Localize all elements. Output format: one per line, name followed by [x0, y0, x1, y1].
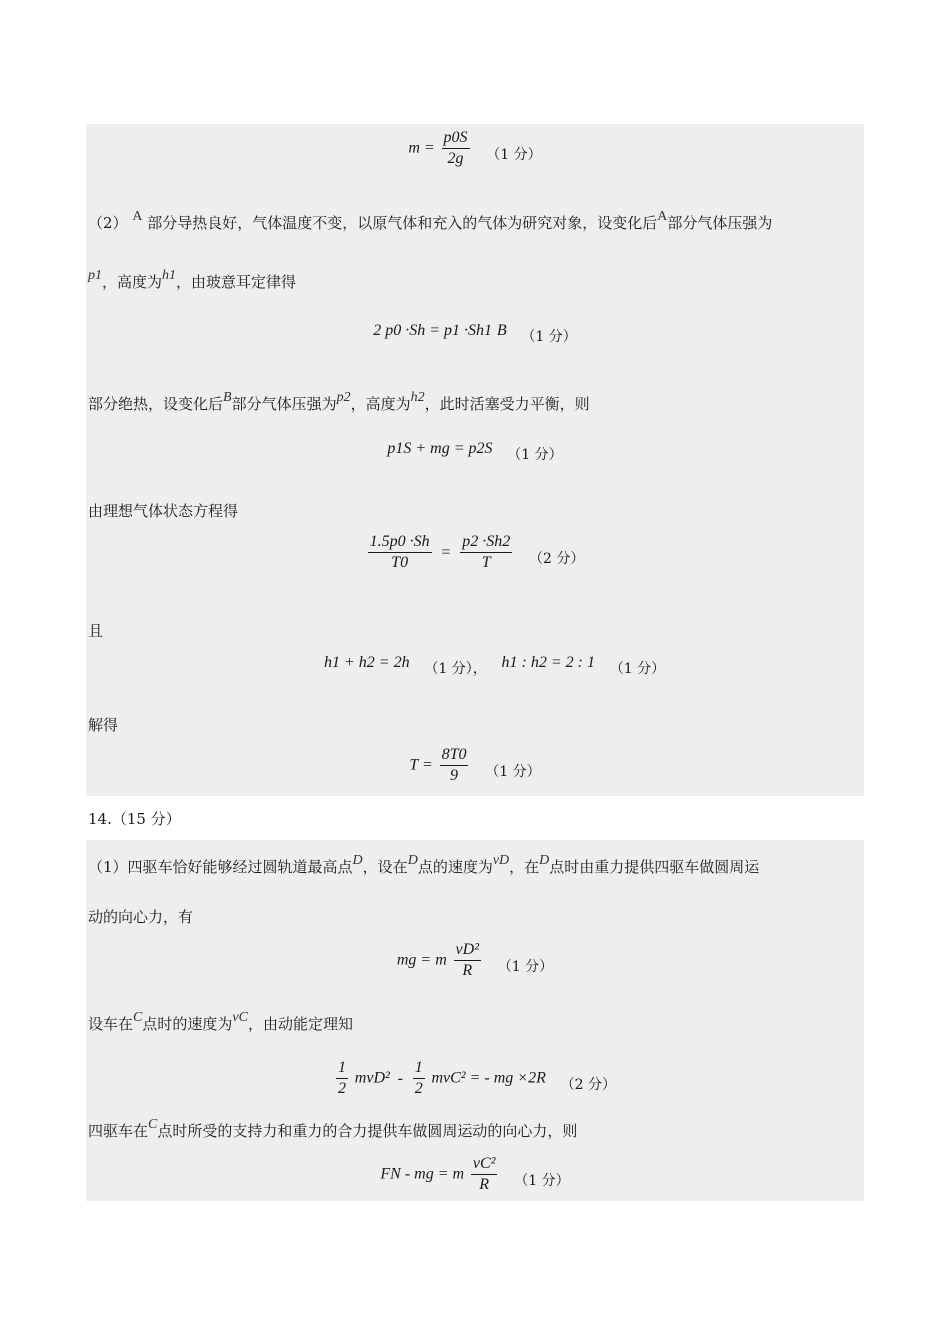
- equation-heights: h1 + h2 = 2h （1 分）， h1 : h2 = 2 : 1 （1 分）: [324, 654, 666, 677]
- equation-kinetic-energy: $\frac{1}{2}$ mvD² - $\frac{1}{2}$ mvC² = - mg ×2R （2 分）: [338, 1059, 616, 1097]
- equation-mass: m = $\frac{p0S}{2g}$ （1 分）: [408, 129, 542, 167]
- question-heading-14: 14.（15 分）: [88, 810, 181, 828]
- equation-gravity-centripetal: mg = m $\frac{\text{vD²}}{R}$ （1 分）: [396, 941, 554, 979]
- equation-ideal-gas: $\frac{1.5p0 \cdot Sh}{T0}$ = $\frac{p2 \cdot Sh2}{T}$ （2 分）: [369, 533, 585, 571]
- equation-temperature: T = $\frac{8T0}{9}$ （1 分）: [409, 746, 541, 784]
- equation-boyle: 2 p0 ·Sh = p1 ·Sh1 B （1 分）: [373, 322, 577, 345]
- paragraph-part-b: 部分绝热，设变化后B部分气体压强为p2，高度为h2，此时活塞受力平衡，则: [88, 390, 590, 413]
- paragraph-part2: （2） A 部分导热良好，气体温度不变，以原气体和充入的气体为研究对象，设变化后A部分气体压强为: [88, 209, 773, 232]
- equation-balance: p1S + mg = p2S （1 分）: [387, 440, 563, 463]
- paragraph-q14-1: （1）四驱车恰好能够经过圆轨道最高点D，设在D点的速度为vD，在D点时由重力提供四驱车做圆周运: [88, 853, 760, 876]
- paragraph-solve: 解得: [88, 716, 119, 734]
- paragraph-q14-2: 设车在C点时的速度为vC，由动能定理知: [88, 1010, 353, 1033]
- paragraph-q14-1-cont: 动的向心力，有: [88, 908, 194, 926]
- paragraph-and: 且: [88, 622, 104, 640]
- paragraph-q14-3: 四驱车在C点时所受的支持力和重力的合力提供车做圆周运动的向心力，则: [88, 1117, 578, 1140]
- equation-normal-force: FN - mg = m $\frac{\text{vC²}}{R}$ （1 分）: [380, 1155, 570, 1193]
- paragraph-ideal-gas: 由理想气体状态方程得: [88, 502, 239, 520]
- paragraph-part2-cont: p1，高度为h1，由玻意耳定律得: [88, 268, 297, 291]
